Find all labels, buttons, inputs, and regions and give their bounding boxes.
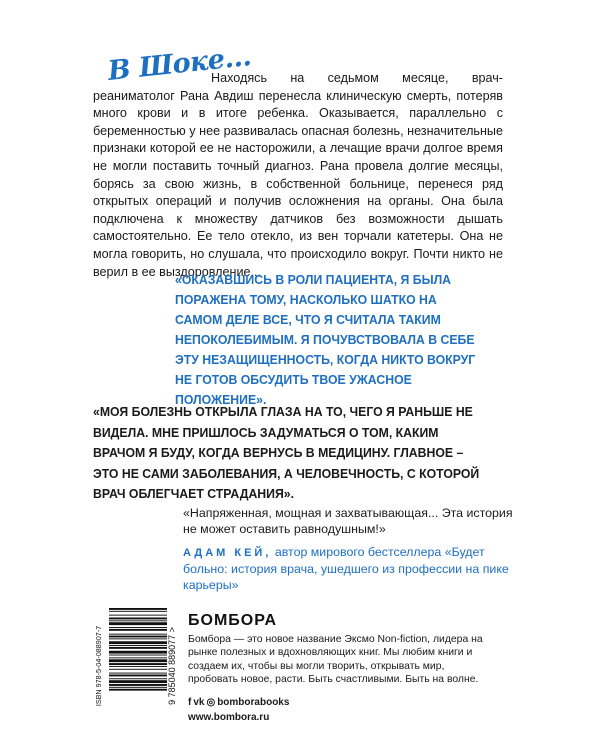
handwritten-title: В Шоке... bbox=[106, 41, 253, 87]
instagram-icon: ◎ bbox=[206, 697, 216, 708]
review-author-name: АДАМ КЕЙ, bbox=[183, 547, 272, 559]
barcode-bar bbox=[109, 655, 167, 656]
pull-quote-black: «МОЯ БОЛЕЗНЬ ОТКРЫЛА ГЛАЗА НА ТО, ЧЕГО Я РАНЬШЕ НЕ ВИДЕЛА. МНЕ ПРИШЛОСЬ ЗАДУМАТЬСЯ О ТОМ, КАКИМ ВРАЧОМ Я БУДУ, КОГДА ВЕРНУСЬ В МЕДИЦИНУ. ГЛАВНОЕ – ЭТО НЕ САМИ ЗАБОЛЕВАНИЯ, А ЧЕЛОВЕЧНОСТЬ, С КОТОРОЙ ВРАЧ ОБЛЕГЧАЕТ СТРАДАНИЯ». bbox=[93, 404, 480, 501]
isbn-text: ISBN 978-5-04-088907-7 bbox=[94, 625, 103, 707]
barcode-bar bbox=[109, 651, 167, 654]
barcode-bar bbox=[109, 657, 167, 658]
isbn-barcode bbox=[93, 604, 181, 729]
barcode-bar bbox=[109, 638, 167, 639]
barcode-bar bbox=[109, 675, 167, 677]
pull-quote-blue: «ОКАЗАВШИСЬ В РОЛИ ПАЦИЕНТА, Я БЫЛА ПОРАЖЕНА ТОМУ, НАСКОЛЬКО ШАТКО НА САМОМ ДЕЛЕ ВСЕ, ЧТО Я СЧИТАЛА ТАКИМ НЕПОКОЛЕБИМЫМ. Я ПОЧУВСТВОВАЛА В СЕБЕ ЭТУ НЕЗАЩИЩЕННОСТЬ, КОГДА НИКТО ВОКРУГ НЕ ГОТОВ ОБСУДИТЬ ТВОЕ УЖАСНОЕ ПОЛОЖЕНИЕ». bbox=[175, 272, 476, 407]
barcode-bar bbox=[109, 622, 167, 625]
barcode-bar bbox=[109, 669, 167, 670]
barcode-bar bbox=[109, 666, 167, 667]
social-handle: bomborabooks bbox=[217, 697, 290, 708]
intro-paragraph: Находясь на седьмом месяце, врач-реаниматолог Рана Авдиш перенесла клиническую смерть, потеряв много крови и в итоге ребенка. Оказывается, параллельно с беременностью у нее развивалась опасная болезнь, незначительные признаки которой ее не насторожили, а лечащие врачи долгое время не могли поставить точный диагноз. Рана провела долгие месяцы, борясь за свою жизнь, в собственной больнице, перенеся ряд открытых операций и получив осложнения на органы. Она была подключена к множеству датчиков без возможности дышать самостоятельно. Ее тело отекло, из вен торчали катетеры. Она не могла говорить, но слушала, что происходило вокруг. Почти никто не верил в ее выздоровление... bbox=[93, 71, 503, 279]
barcode-bar bbox=[109, 680, 167, 683]
barcode-bar bbox=[109, 608, 167, 610]
barcode-bar bbox=[109, 641, 167, 644]
barcode-bar bbox=[109, 673, 167, 674]
barcode-bar bbox=[109, 659, 167, 662]
barcode-bar bbox=[109, 689, 167, 691]
barcode-digits: 9 785040 889077 > bbox=[167, 627, 177, 705]
barcode-bar bbox=[109, 629, 167, 631]
barcode-bar bbox=[109, 645, 167, 646]
facebook-icon: f bbox=[188, 697, 192, 708]
review-attribution bbox=[183, 544, 513, 593]
barcode-bar bbox=[109, 684, 167, 686]
publisher-description: Бомбора — это новое название Эксмо Non-fiction, лидера на рынке полезных и вдохновляющих книг. Мы любим книги и создаем их, чтобы вы могли творить, открывать мир, пробовать новое, расти. Быть счастливыми. Быть на волне. bbox=[188, 634, 483, 686]
barcode-bar bbox=[109, 618, 167, 620]
barcode-bar bbox=[109, 678, 167, 679]
publisher-name: БОМБОРА bbox=[188, 612, 278, 629]
barcode-bar bbox=[109, 620, 167, 621]
review-quote: «Напряженная, мощная и захватывающая... Эта история не может оставить равнодушным!» bbox=[183, 506, 513, 536]
barcode-bar bbox=[109, 663, 167, 665]
barcode-bar bbox=[109, 627, 167, 628]
review-author-desc: автор мирового бестселлера «Будет больно: история врача, ушедшего из профессии на пике карьеры» bbox=[183, 545, 509, 592]
vk-icon: vk bbox=[193, 697, 205, 708]
barcode-bar bbox=[109, 634, 167, 635]
publisher-website: www.bombora.ru bbox=[188, 712, 270, 723]
barcode-bar bbox=[109, 611, 167, 612]
barcode-bar bbox=[109, 615, 167, 616]
barcode-bar bbox=[109, 636, 167, 638]
barcode-bar bbox=[109, 647, 167, 649]
barcode-bar bbox=[109, 687, 167, 688]
barcode-graphic bbox=[93, 604, 181, 729]
social-links bbox=[188, 697, 289, 708]
